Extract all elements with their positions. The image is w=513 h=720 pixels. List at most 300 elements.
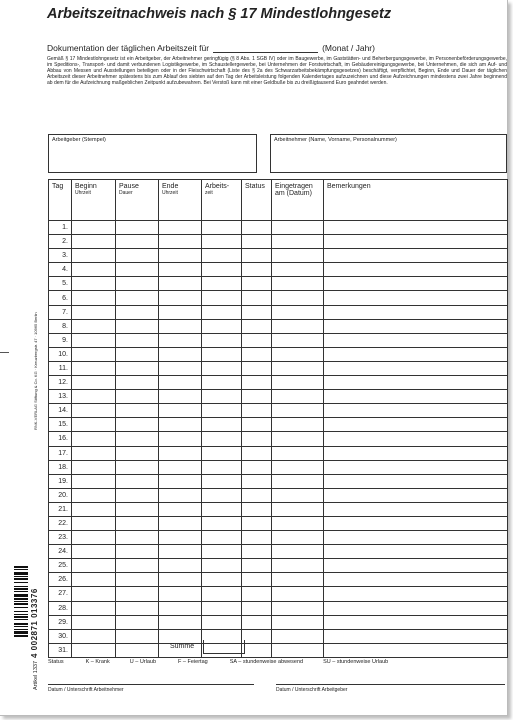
entry-cell[interactable] (72, 629, 116, 643)
entry-cell[interactable] (324, 347, 508, 361)
table-row (49, 235, 508, 249)
entry-cell[interactable] (202, 545, 242, 559)
header-sublabel: Uhrzeit (75, 190, 91, 196)
entry-cell[interactable] (324, 361, 508, 375)
entry-cell[interactable] (116, 347, 159, 361)
entry-cell[interactable] (272, 291, 324, 305)
entry-cell[interactable] (159, 488, 202, 502)
entry-cell[interactable] (202, 615, 242, 629)
entry-cell[interactable] (242, 347, 272, 361)
table-row (49, 502, 508, 516)
day-cell: 19. (49, 474, 72, 488)
entry-cell[interactable] (272, 432, 324, 446)
entry-cell[interactable] (272, 277, 324, 291)
entry-cell[interactable] (272, 559, 324, 573)
employee-info-box[interactable] (270, 134, 507, 173)
entry-cell[interactable] (116, 559, 159, 573)
entry-cell[interactable] (72, 263, 116, 277)
day-cell: 20. (49, 488, 72, 502)
entry-cell[interactable] (202, 376, 242, 390)
day-cell: 30. (49, 629, 72, 643)
barcode-bar (14, 603, 28, 605)
barcode-bar (14, 576, 28, 577)
entry-cell[interactable] (72, 390, 116, 404)
entry-cell[interactable] (202, 263, 242, 277)
entry-cell[interactable] (202, 502, 242, 516)
summe-cell[interactable] (203, 640, 245, 654)
entry-cell[interactable] (202, 446, 242, 460)
entry-cell[interactable] (242, 545, 272, 559)
table-row (49, 559, 508, 573)
day-cell: 2. (49, 235, 72, 249)
entry-cell[interactable] (116, 516, 159, 530)
entry-cell[interactable] (242, 319, 272, 333)
entry-cell[interactable] (116, 235, 159, 249)
entry-cell[interactable] (202, 531, 242, 545)
entry-cell[interactable] (116, 573, 159, 587)
entry-cell[interactable] (202, 305, 242, 319)
entry-cell[interactable] (116, 249, 159, 263)
entry-cell[interactable] (324, 277, 508, 291)
entry-cell[interactable] (324, 376, 508, 390)
entry-cell[interactable] (242, 573, 272, 587)
entry-cell[interactable] (272, 221, 324, 235)
entry-cell[interactable] (72, 333, 116, 347)
entry-cell[interactable] (324, 460, 508, 474)
header-0 (49, 180, 72, 221)
entry-cell[interactable] (116, 587, 159, 601)
entry-cell[interactable] (242, 333, 272, 347)
entry-cell[interactable] (324, 545, 508, 559)
entry-cell[interactable] (272, 615, 324, 629)
table-row (49, 474, 508, 488)
barcode-bar (14, 631, 28, 634)
barcode-bar (14, 635, 28, 637)
entry-cell[interactable] (72, 376, 116, 390)
entry-cell[interactable] (202, 516, 242, 530)
entry-cell[interactable] (116, 404, 159, 418)
entry-cell[interactable] (202, 235, 242, 249)
status-legend-item: SU – stundenweise Urlaub (323, 659, 389, 665)
entry-cell[interactable] (116, 390, 159, 404)
entry-cell[interactable] (272, 404, 324, 418)
timesheet-table (48, 179, 508, 658)
entry-cell[interactable] (202, 432, 242, 446)
entry-cell[interactable] (72, 643, 116, 657)
entry-cell[interactable] (324, 587, 508, 601)
entry-cell[interactable] (242, 446, 272, 460)
entry-cell[interactable] (202, 347, 242, 361)
day-cell: 18. (49, 460, 72, 474)
entry-cell[interactable] (159, 263, 202, 277)
entry-cell[interactable] (324, 601, 508, 615)
entry-cell[interactable] (202, 361, 242, 375)
barcode-bar (14, 601, 28, 602)
entry-cell[interactable] (202, 474, 242, 488)
entry-cell[interactable] (159, 291, 202, 305)
entry-cell[interactable] (324, 474, 508, 488)
entry-cell[interactable] (202, 601, 242, 615)
entry-cell[interactable] (324, 573, 508, 587)
entry-cell[interactable] (324, 263, 508, 277)
entry-cell[interactable] (272, 545, 324, 559)
fold-mark (0, 352, 9, 353)
barcode-bar (14, 566, 28, 568)
employer-stamp-box[interactable] (48, 134, 257, 173)
entry-cell[interactable] (202, 418, 242, 432)
barcode-bar (14, 578, 28, 580)
entry-cell[interactable] (324, 305, 508, 319)
table-row (49, 291, 508, 305)
header-label: Beginn (75, 183, 97, 190)
entry-cell[interactable] (242, 601, 272, 615)
entry-cell[interactable] (242, 460, 272, 474)
entry-cell[interactable] (242, 263, 272, 277)
entry-cell[interactable] (324, 235, 508, 249)
entry-cell[interactable] (116, 291, 159, 305)
entry-cell[interactable] (242, 390, 272, 404)
entry-cell[interactable] (272, 474, 324, 488)
entry-cell[interactable] (272, 263, 324, 277)
table-row (49, 629, 508, 643)
status-legend-item: Status (48, 659, 64, 665)
entry-cell[interactable] (202, 488, 242, 502)
entry-cell[interactable] (242, 629, 272, 643)
day-cell: 10. (49, 347, 72, 361)
header-label: Tag (52, 183, 64, 190)
summe-label: Summe (170, 643, 195, 650)
day-cell: 24. (49, 545, 72, 559)
entry-cell[interactable] (324, 432, 508, 446)
entry-cell[interactable] (72, 319, 116, 333)
entry-cell[interactable] (159, 376, 202, 390)
day-cell: 6. (49, 291, 72, 305)
entry-cell[interactable] (272, 587, 324, 601)
entry-cell[interactable] (116, 502, 159, 516)
entry-cell[interactable] (324, 221, 508, 235)
entry-cell[interactable] (272, 601, 324, 615)
entry-cell[interactable] (159, 516, 202, 530)
entry-cell[interactable] (72, 361, 116, 375)
entry-cell[interactable] (116, 643, 159, 657)
header-label: Bemerkungen (327, 183, 371, 190)
entry-cell[interactable] (272, 418, 324, 432)
entry-cell[interactable] (116, 460, 159, 474)
entry-cell[interactable] (159, 277, 202, 291)
entry-cell[interactable] (272, 502, 324, 516)
form-subtitle (47, 43, 375, 53)
day-cell: 28. (49, 601, 72, 615)
employee-signature-line[interactable] (48, 684, 254, 693)
entry-cell[interactable] (72, 432, 116, 446)
entry-cell[interactable] (116, 629, 159, 643)
entry-cell[interactable] (159, 418, 202, 432)
entry-cell[interactable] (202, 249, 242, 263)
entry-cell[interactable] (242, 432, 272, 446)
entry-cell[interactable] (202, 460, 242, 474)
table-row (49, 305, 508, 319)
entry-cell[interactable] (159, 249, 202, 263)
entry-cell[interactable] (159, 545, 202, 559)
table-row (49, 333, 508, 347)
entry-cell[interactable] (159, 333, 202, 347)
entry-cell[interactable] (242, 404, 272, 418)
table-row (49, 418, 508, 432)
header-5 (242, 180, 272, 221)
barcode-bar (14, 591, 28, 592)
entry-cell[interactable] (116, 376, 159, 390)
barcode-bar (14, 611, 28, 612)
entry-cell[interactable] (116, 474, 159, 488)
entry-cell[interactable] (324, 319, 508, 333)
day-cell: 8. (49, 319, 72, 333)
entry-cell[interactable] (272, 643, 324, 657)
day-cell: 21. (49, 502, 72, 516)
entry-cell[interactable] (202, 319, 242, 333)
entry-cell[interactable] (159, 629, 202, 643)
entry-cell[interactable] (324, 615, 508, 629)
entry-cell[interactable] (272, 305, 324, 319)
entry-cell[interactable] (72, 460, 116, 474)
entry-cell[interactable] (242, 249, 272, 263)
entry-cell[interactable] (159, 305, 202, 319)
barcode-bar (14, 607, 28, 608)
barcode-bar (14, 629, 28, 630)
entry-cell[interactable] (116, 446, 159, 460)
entry-cell[interactable] (242, 277, 272, 291)
entry-cell[interactable] (72, 531, 116, 545)
entry-cell[interactable] (72, 488, 116, 502)
entry-cell[interactable] (324, 291, 508, 305)
entry-cell[interactable] (242, 376, 272, 390)
entry-cell[interactable] (72, 347, 116, 361)
header-6 (272, 180, 324, 221)
entry-cell[interactable] (324, 516, 508, 530)
entry-cell[interactable] (159, 347, 202, 361)
day-cell: 29. (49, 615, 72, 629)
entry-cell[interactable] (72, 502, 116, 516)
entry-cell[interactable] (242, 587, 272, 601)
entry-cell[interactable] (242, 488, 272, 502)
entry-cell[interactable] (159, 601, 202, 615)
entry-cell[interactable] (272, 333, 324, 347)
table-row (49, 221, 508, 235)
barcode-bar (14, 623, 28, 625)
entry-cell[interactable] (324, 502, 508, 516)
table-row (49, 643, 508, 657)
table-row (49, 432, 508, 446)
entry-cell[interactable] (159, 390, 202, 404)
entry-cell[interactable] (272, 629, 324, 643)
entry-cell[interactable] (159, 559, 202, 573)
entry-cell[interactable] (202, 291, 242, 305)
entry-cell[interactable] (324, 390, 508, 404)
entry-cell[interactable] (72, 601, 116, 615)
entry-cell[interactable] (72, 516, 116, 530)
month-year-line[interactable] (213, 44, 318, 53)
entry-cell[interactable] (72, 305, 116, 319)
entry-cell[interactable] (116, 601, 159, 615)
barcode-bar (14, 616, 28, 618)
entry-cell[interactable] (116, 333, 159, 347)
entry-cell[interactable] (72, 446, 116, 460)
entry-cell[interactable] (72, 545, 116, 559)
table-row (49, 404, 508, 418)
entry-cell[interactable] (324, 418, 508, 432)
entry-cell[interactable] (159, 221, 202, 235)
entry-cell[interactable] (324, 446, 508, 460)
entry-cell[interactable] (72, 235, 116, 249)
table-row (49, 376, 508, 390)
entry-cell[interactable] (159, 361, 202, 375)
entry-cell[interactable] (324, 488, 508, 502)
day-cell: 11. (49, 361, 72, 375)
day-cell: 1. (49, 221, 72, 235)
entry-cell[interactable] (272, 361, 324, 375)
status-legend-item: U – Urlaub (129, 659, 157, 665)
publisher-imprint: RNK-VERLAG Stiftung & Co. KG · Kreuzbergstr. 47 · 10965 Berlin (33, 312, 38, 430)
day-cell: 12. (49, 376, 72, 390)
entry-cell[interactable] (72, 221, 116, 235)
entry-cell[interactable] (242, 516, 272, 530)
entry-cell[interactable] (272, 347, 324, 361)
entry-cell[interactable] (242, 291, 272, 305)
entry-cell[interactable] (202, 559, 242, 573)
entry-cell[interactable] (72, 291, 116, 305)
day-cell: 17. (49, 446, 72, 460)
entry-cell[interactable] (116, 531, 159, 545)
entry-cell[interactable] (72, 277, 116, 291)
entry-cell[interactable] (202, 277, 242, 291)
table-row (49, 460, 508, 474)
entry-cell[interactable] (272, 249, 324, 263)
entry-cell[interactable] (242, 559, 272, 573)
entry-cell[interactable] (324, 333, 508, 347)
entry-cell[interactable] (159, 404, 202, 418)
entry-cell[interactable] (202, 587, 242, 601)
entry-cell[interactable] (72, 418, 116, 432)
entry-cell[interactable] (116, 545, 159, 559)
entry-cell[interactable] (272, 516, 324, 530)
entry-cell[interactable] (72, 573, 116, 587)
table-row (49, 531, 508, 545)
day-cell: 16. (49, 432, 72, 446)
entry-cell[interactable] (72, 474, 116, 488)
entry-cell[interactable] (272, 376, 324, 390)
entry-cell[interactable] (324, 531, 508, 545)
table-row (49, 545, 508, 559)
header-label: Eingetragen am (Datum) (275, 183, 313, 197)
entry-cell[interactable] (116, 305, 159, 319)
entry-cell[interactable] (242, 643, 272, 657)
entry-cell[interactable] (242, 474, 272, 488)
entry-cell[interactable] (159, 432, 202, 446)
entry-cell[interactable] (272, 488, 324, 502)
header-label: Ende (162, 183, 179, 190)
entry-cell[interactable] (272, 235, 324, 249)
barcode-digits: 4 002871 013376 (30, 588, 39, 658)
entry-cell[interactable] (242, 502, 272, 516)
entry-cell[interactable] (242, 615, 272, 629)
day-cell: 26. (49, 573, 72, 587)
entry-cell[interactable] (72, 587, 116, 601)
entry-cell[interactable] (272, 390, 324, 404)
entry-cell[interactable] (242, 305, 272, 319)
barcode-bar (14, 626, 28, 627)
entry-cell[interactable] (324, 249, 508, 263)
entry-cell[interactable] (159, 531, 202, 545)
entry-cell[interactable] (324, 559, 508, 573)
entry-cell[interactable] (202, 573, 242, 587)
header-label: Arbeits- (205, 183, 230, 190)
entry-cell[interactable] (324, 643, 508, 657)
entry-cell[interactable] (159, 502, 202, 516)
entry-cell[interactable] (116, 263, 159, 277)
entry-cell[interactable] (242, 361, 272, 375)
header-1 (72, 180, 116, 221)
entry-cell[interactable] (116, 615, 159, 629)
entry-cell[interactable] (202, 404, 242, 418)
entry-cell[interactable] (116, 277, 159, 291)
entry-cell[interactable] (242, 418, 272, 432)
entry-cell[interactable] (324, 629, 508, 643)
entry-cell[interactable] (159, 460, 202, 474)
entry-cell[interactable] (159, 446, 202, 460)
entry-cell[interactable] (202, 390, 242, 404)
barcode-bar (14, 569, 28, 570)
header-label: Pause (119, 183, 139, 190)
entry-cell[interactable] (159, 474, 202, 488)
entry-cell[interactable] (72, 559, 116, 573)
entry-cell[interactable] (202, 221, 242, 235)
day-cell: 25. (49, 559, 72, 573)
entry-cell[interactable] (272, 460, 324, 474)
day-cell: 22. (49, 516, 72, 530)
entry-cell[interactable] (72, 249, 116, 263)
entry-cell[interactable] (116, 488, 159, 502)
employer-signature-line[interactable] (276, 684, 505, 693)
entry-cell[interactable] (324, 404, 508, 418)
employee-signature-label: Datum / Unterschrift Arbeitnehmer (48, 687, 124, 693)
entry-cell[interactable] (116, 418, 159, 432)
entry-cell[interactable] (272, 319, 324, 333)
entry-cell[interactable] (159, 319, 202, 333)
entry-cell[interactable] (159, 615, 202, 629)
entry-cell[interactable] (242, 235, 272, 249)
entry-cell[interactable] (116, 361, 159, 375)
entry-cell[interactable] (159, 587, 202, 601)
legal-notice: Gemäß § 17 Mindestlohngesetz ist ein Arbeitgeber, der Arbeitnehmer geringfügig (§ 8 Abs. 1 SGB IV) oder im Baugewerbe, im Gaststätten- und Beherbergungsgewerbe, im Personenbeförderungsgewerbe, im Speditions-, Transport- und damit verbundenen Logistikgewerbe, im Schaustellergewerbe, bei Unternehmen der Forstwirtschaft, im Gebäudereinigungsgewerbe, bei Unternehmen, die sich am Auf- und Abbau von Messen und Ausstellungen beteiligen oder in der Fleischwirtschaft (Liste des § 2a des Schwarzarbeitsbekämpfungsgesetzes) beschäftigt, verpflichtet, Beginn, Ende und Dauer der täglichen Arbeitszeit dieser Arbeitnehmer spätestens bis zum Ablauf des siebten auf den Tag der Arbeitsleistung folgenden Kalendertages aufzuzeichnen und diese Aufzeichnungen mindestens zwei Jahre beginnend ab dem für die Aufzeichnung maßgeblichen Zeitpunkt aufzubewahren. Bei Verstoß kann mit einer Geldbuße bis zu dreißigtausend Euro geahndet werden. (47, 56, 507, 87)
entry-cell[interactable] (116, 221, 159, 235)
entry-cell[interactable] (272, 446, 324, 460)
status-legend-item: K – Krank (85, 659, 110, 665)
entry-cell[interactable] (159, 573, 202, 587)
entry-cell[interactable] (272, 573, 324, 587)
entry-cell[interactable] (272, 531, 324, 545)
entry-cell[interactable] (159, 235, 202, 249)
entry-cell[interactable] (202, 333, 242, 347)
header-2 (116, 180, 159, 221)
entry-cell[interactable] (116, 432, 159, 446)
barcode-bar (14, 614, 28, 615)
article-number: Artikel 1337 (33, 660, 39, 690)
entry-cell[interactable] (72, 404, 116, 418)
header-4 (202, 180, 242, 221)
entry-cell[interactable] (72, 615, 116, 629)
entry-cell[interactable] (116, 319, 159, 333)
entry-cell[interactable] (242, 221, 272, 235)
entry-cell[interactable] (242, 531, 272, 545)
